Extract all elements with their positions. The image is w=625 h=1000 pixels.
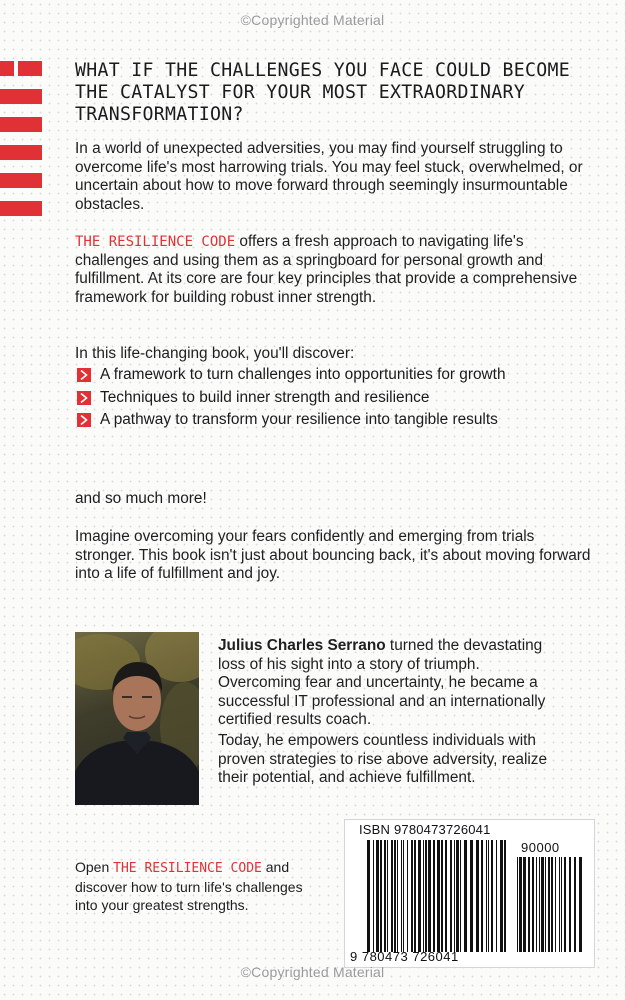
barcode-bar: [454, 840, 455, 952]
discover-lead: In this life-changing book, you'll discover:: [75, 345, 355, 362]
barcode-bar: [574, 857, 576, 952]
barcode-bar: [519, 857, 522, 952]
barcode-bar: [539, 857, 540, 952]
closing-text: and discover how to turn life's challenges into your greatest strengths.: [75, 859, 303, 913]
author-photo: [75, 632, 199, 805]
barcode-bar: [456, 840, 459, 952]
barcode-bar: [387, 840, 388, 952]
barcode-bar: [532, 857, 534, 952]
book-title-inline: THE RESILIENCE CODE: [75, 234, 236, 250]
barcode-panel: [344, 819, 595, 968]
barcode-bar: [394, 840, 396, 952]
author-bio-text: turned the devastating loss of his sight into a story of triumph. Overcoming fear and uncertainty, he became a successful IT professional and an internationally certified results coach.: [218, 637, 546, 728]
barcode-bar: [418, 840, 421, 952]
list-item: [75, 366, 595, 385]
barcode-bar: [367, 840, 370, 952]
barcode-bar: [500, 840, 503, 952]
book-title-closing: THE RESILIENCE CODE: [113, 861, 262, 876]
barcode-addon: [517, 857, 585, 952]
barcode-bar: [464, 840, 467, 952]
barcode-bar: [579, 857, 582, 952]
barcode-bar: [441, 840, 443, 952]
barcode-bar: [555, 857, 556, 952]
barcode-bar: [414, 840, 416, 952]
barcode-bar: [545, 857, 546, 952]
chevron-right-icon: [77, 368, 91, 382]
barcode-bar: [470, 840, 473, 952]
closing-call-to-action: [75, 858, 325, 914]
barcode-bar: [411, 840, 413, 952]
barcode-bar: [437, 840, 440, 952]
list-item-text: A framework to turn challenges into opportunities for growth: [100, 366, 506, 383]
barcode-bar: [548, 857, 550, 952]
barcode-bar: [425, 840, 427, 952]
intro-paragraph: In a world of unexpected adversities, you may find yourself struggling to overcome life's most harrowing trials. You may feel stuck, overwhelmed, or uncertain about how to move forward through seemingly insurmountable obstacles.: [75, 140, 583, 213]
copyright-watermark-top: ©Copyrighted Material: [240, 12, 385, 28]
barcode-bar: [373, 840, 374, 952]
barcode-bar: [428, 840, 431, 952]
barcode-bar: [423, 840, 424, 952]
barcode-bar: [523, 857, 526, 952]
imagine-paragraph: Imagine overcoming your fears confidently and emerging from trials stronger. This book isn't just about bouncing back, it's about moving forward into a life of fulfillment and joy.: [75, 528, 591, 582]
barcode-bar: [559, 857, 560, 952]
more-text: and so much more!: [75, 490, 207, 507]
chevron-right-icon: [77, 391, 91, 405]
approach-text: offers a fresh approach to navigating life's challenges and using them as a springboard for personal growth and fulfillment. At its core are four key principles that provide a comprehensive framework for building robust inner strength.: [75, 233, 578, 306]
barcode-bar: [481, 840, 483, 952]
approach-paragraph: [75, 233, 595, 307]
chevron-right-icon: [77, 413, 91, 427]
isbn-label: ISBN 9780473726041: [359, 822, 491, 837]
barcode-bar: [407, 840, 408, 952]
barcode-bar: [541, 857, 544, 952]
barcode-bar: [551, 857, 553, 952]
barcode-bar: [433, 840, 435, 952]
barcode-bar: [391, 840, 393, 952]
author-name: Julius Charles Serrano: [218, 637, 386, 654]
barcode-bar: [384, 840, 386, 952]
closing-open: Open: [75, 859, 114, 875]
barcode-bar: [561, 857, 562, 952]
barcode-bar: [528, 857, 530, 952]
barcode-bar: [488, 840, 489, 952]
barcode-bar: [445, 840, 447, 952]
list-item: [75, 389, 595, 408]
barcode-bar: [569, 857, 571, 952]
barcode-bar: [476, 840, 479, 952]
author-bio: [218, 637, 548, 730]
barcode-bar: [460, 840, 461, 952]
list-item: [75, 411, 595, 430]
barcode-bar: [491, 840, 493, 952]
copyright-watermark-bottom: ©Copyrighted Material: [240, 964, 385, 980]
barcode-bar: [380, 840, 382, 952]
barcode-bar: [496, 840, 497, 952]
barcode-bar: [450, 840, 452, 952]
red-stripe-decoration: [0, 61, 42, 229]
headline: WHAT IF THE CHALLENGES YOU FACE COULD BECOME THE CATALYST FOR YOUR MOST EXTRAORDINARY TRANSFORMATION?: [75, 60, 570, 125]
barcode-bar: [517, 857, 518, 952]
author-bio-second: Today, he empowers countless individuals with proven strategies to rise above adversity, realize their potential, and achieve fulfillment.: [218, 732, 548, 786]
barcode-bar: [536, 857, 537, 952]
ean-digits: 9 780473 726041: [350, 949, 459, 964]
barcode-bar: [403, 840, 404, 952]
price-code: 90000: [521, 840, 560, 855]
barcode-bar: [401, 840, 402, 952]
barcode-bar: [486, 840, 487, 952]
discover-list: [75, 366, 595, 434]
list-item-text: Techniques to build inner strength and resilience: [100, 388, 430, 406]
list-item-text: A pathway to transform your resilience into tangible results: [100, 411, 498, 428]
barcode-main: [367, 840, 509, 952]
barcode-bar: [564, 857, 566, 952]
barcode-bar: [504, 840, 506, 952]
barcode-bar: [376, 840, 379, 952]
barcode-bar: [397, 840, 398, 952]
